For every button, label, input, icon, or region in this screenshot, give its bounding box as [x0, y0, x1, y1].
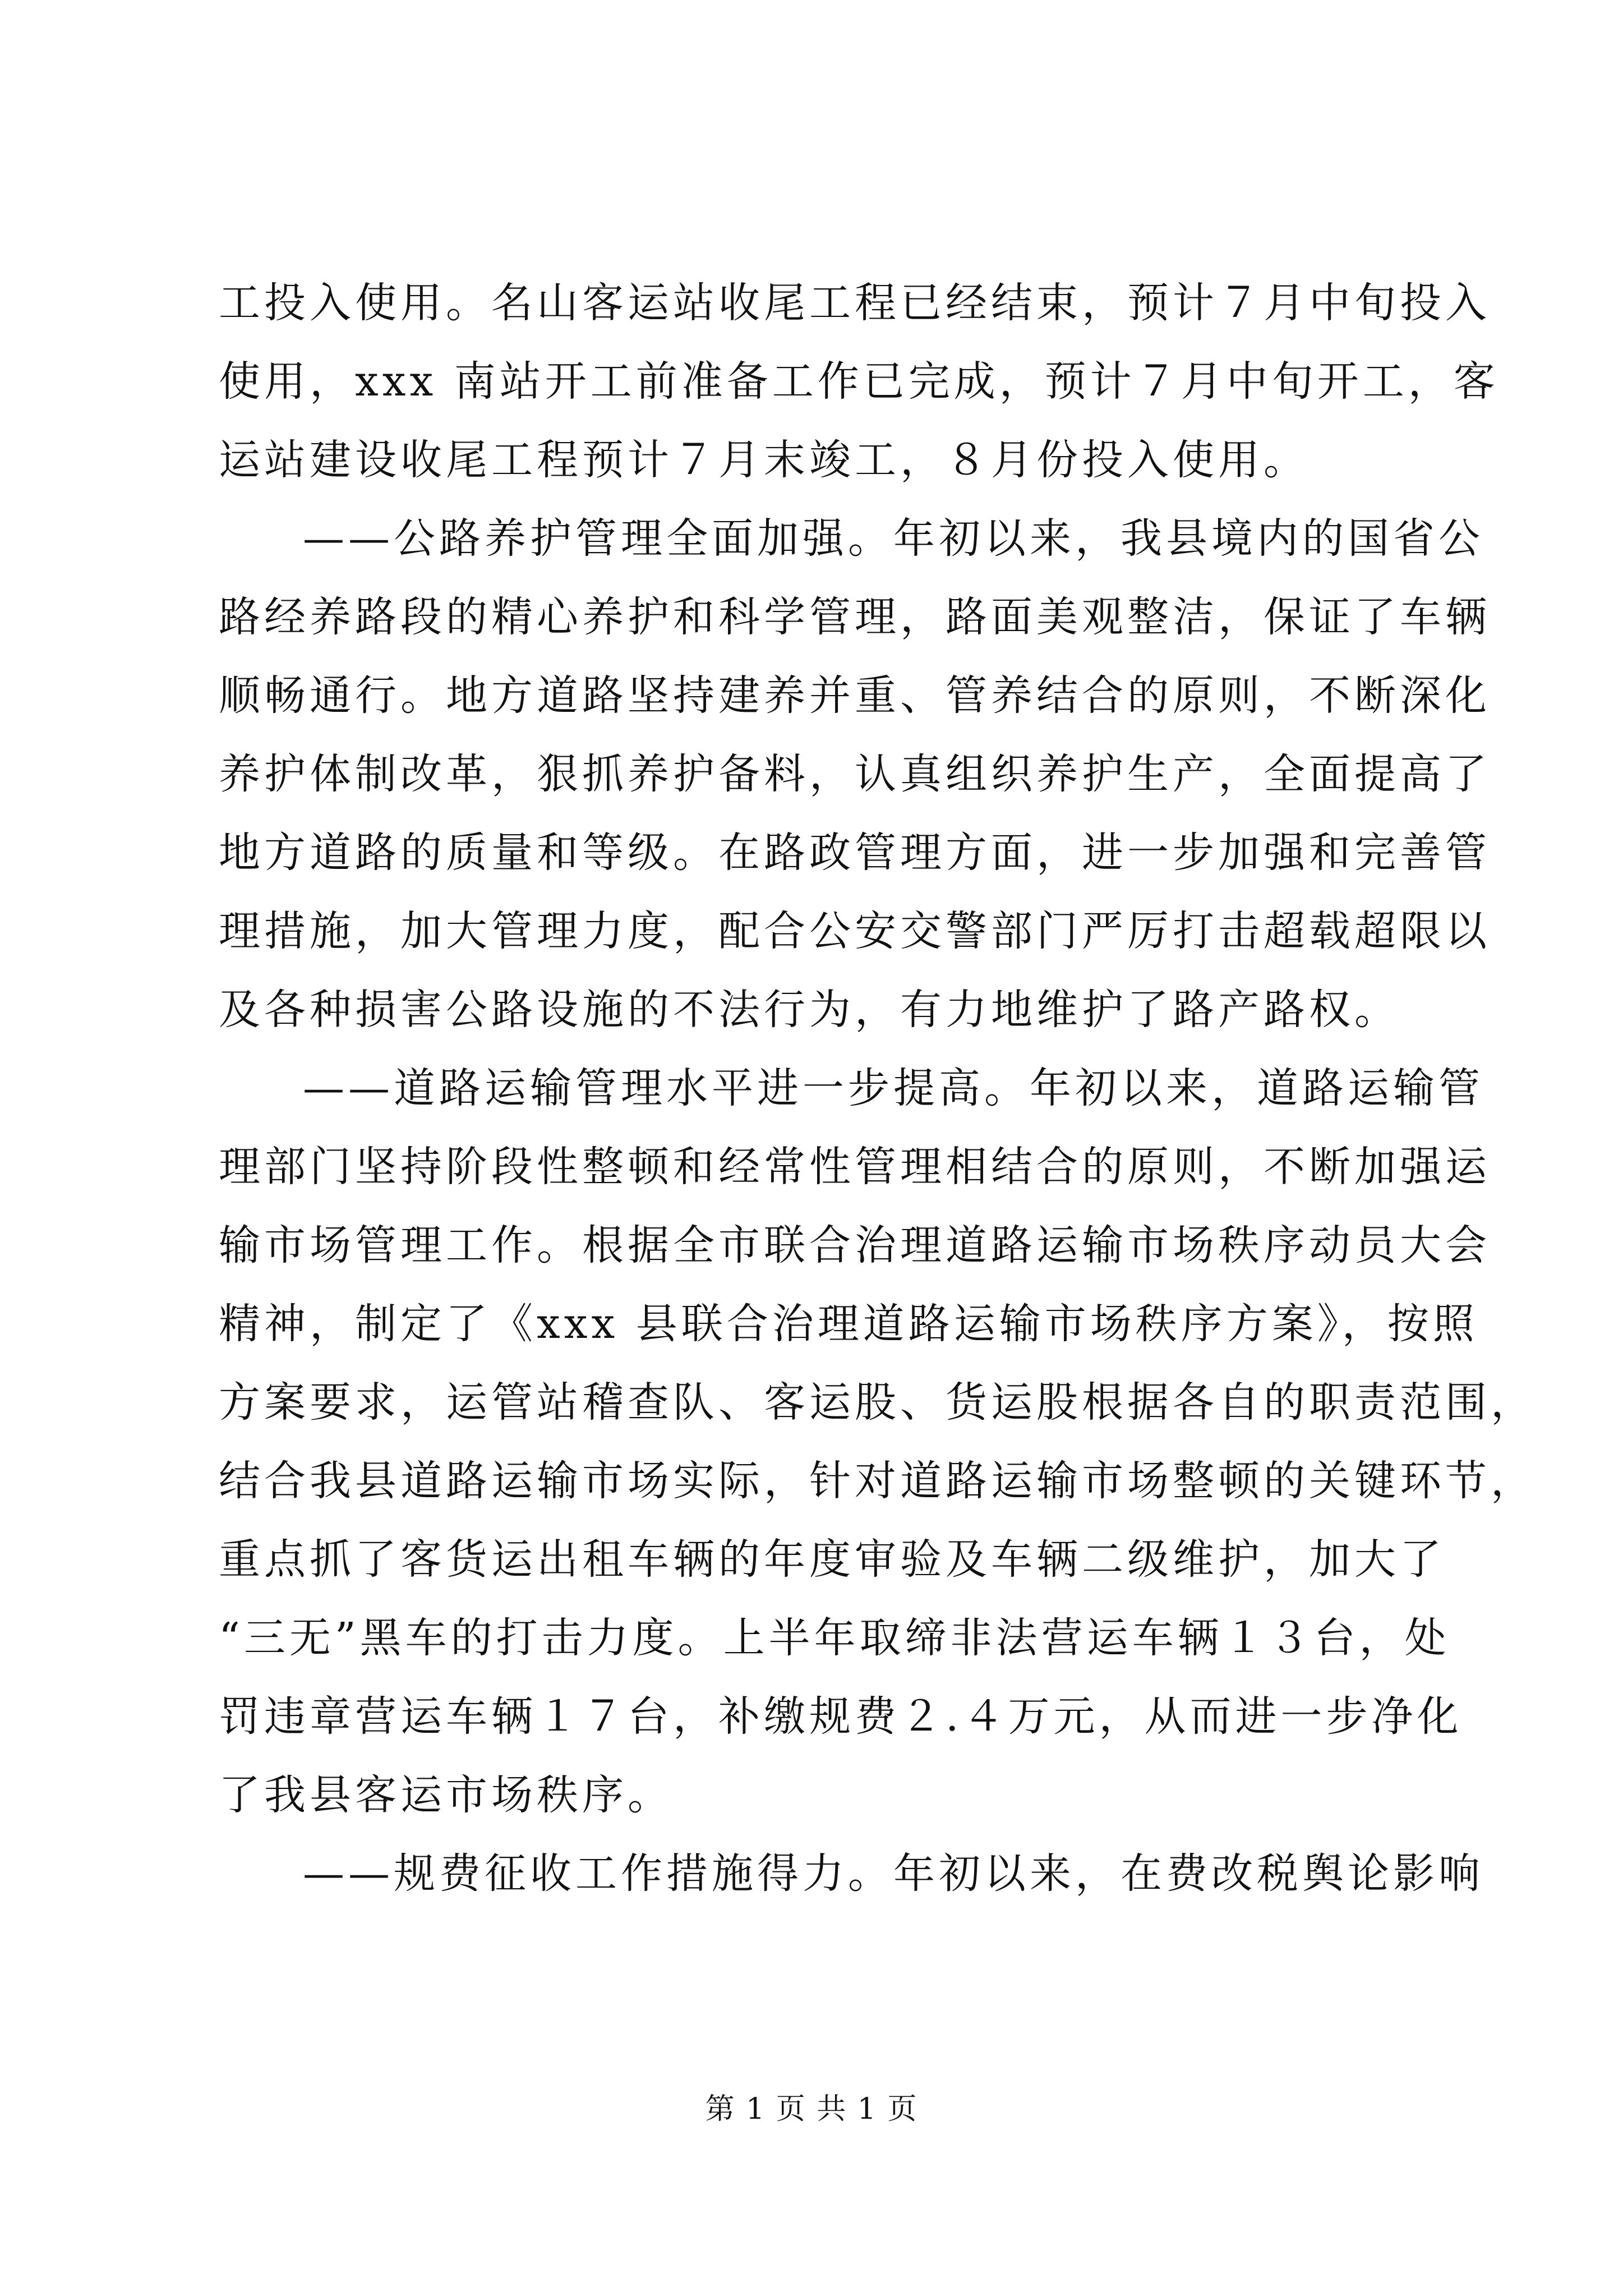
text-line: “三无”黑车的打击力度。上半年取缔非法营运车辆１３台，处	[219, 1614, 1450, 1662]
text-line: 了我县客运市场秩序。	[219, 1771, 673, 1819]
body-text	[219, 264, 1536, 1913]
text-line: 运站建设收尾工程预计７月末竣工，８月份投入使用。	[219, 436, 1309, 484]
text-line: 路经养路段的精心养护和科学管理，路面美观整洁，保证了车辆	[219, 593, 1491, 641]
text-line: 罚违章营运车辆１７台，补缴规费２.４万元，从而进一步净化	[219, 1692, 1463, 1741]
text-line: 精神，制定了《xxx 县联合治理道路运输市场秩序方案》，按照	[219, 1300, 1478, 1348]
text-line: 养护体制改革，狠抓养护备料，认真组织养护生产，全面提高了	[219, 750, 1491, 798]
text-line: 工投入使用。名山客运站收尾工程已经结束，预计７月中旬投入	[219, 279, 1491, 327]
text-line: 及各种损害公路设施的不法行为，有力地维护了路产路权。	[219, 986, 1400, 1034]
text-line: 理部门坚持阶段性整顿和经常性管理相结合的原则，不断加强运	[219, 1143, 1491, 1191]
text-line: 地方道路的质量和等级。在路政管理方面，进一步加强和完善管	[219, 829, 1491, 877]
text-line: 方案要求，运管站稽查队、客运股、货运股根据各自的职责范围，	[219, 1378, 1536, 1427]
text-line: 使用，xxx 南站开工前准备工作已完成，预计７月中旬开工，客	[219, 357, 1499, 406]
text-line: ——道路运输管理水平进一步提高。年初以来，道路运输管	[303, 1064, 1484, 1112]
text-line: 顺畅通行。地方道路坚持建养并重、管养结合的原则，不断深化	[219, 671, 1491, 720]
text-line: ——公路养护管理全面加强。年初以来，我县境内的国省公	[303, 514, 1484, 563]
text-line: ——规费征收工作措施得力。年初以来，在费改税舆论影响	[303, 1849, 1484, 1898]
text-line: 理措施，加大管理力度，配合公安交警部门严厉打击超载超限以	[219, 907, 1491, 955]
page-footer: 第 1 页 共 1 页	[705, 2092, 918, 2126]
text-line: 输市场管理工作。根据全市联合治理道路运输市场秩序动员大会	[219, 1221, 1491, 1269]
text-line: 结合我县道路运输市场实际，针对道路运输市场整顿的关键环节，	[219, 1457, 1536, 1505]
text-line: 重点抓了客货运出租车辆的年度审验及车辆二级维护，加大了	[219, 1535, 1445, 1584]
